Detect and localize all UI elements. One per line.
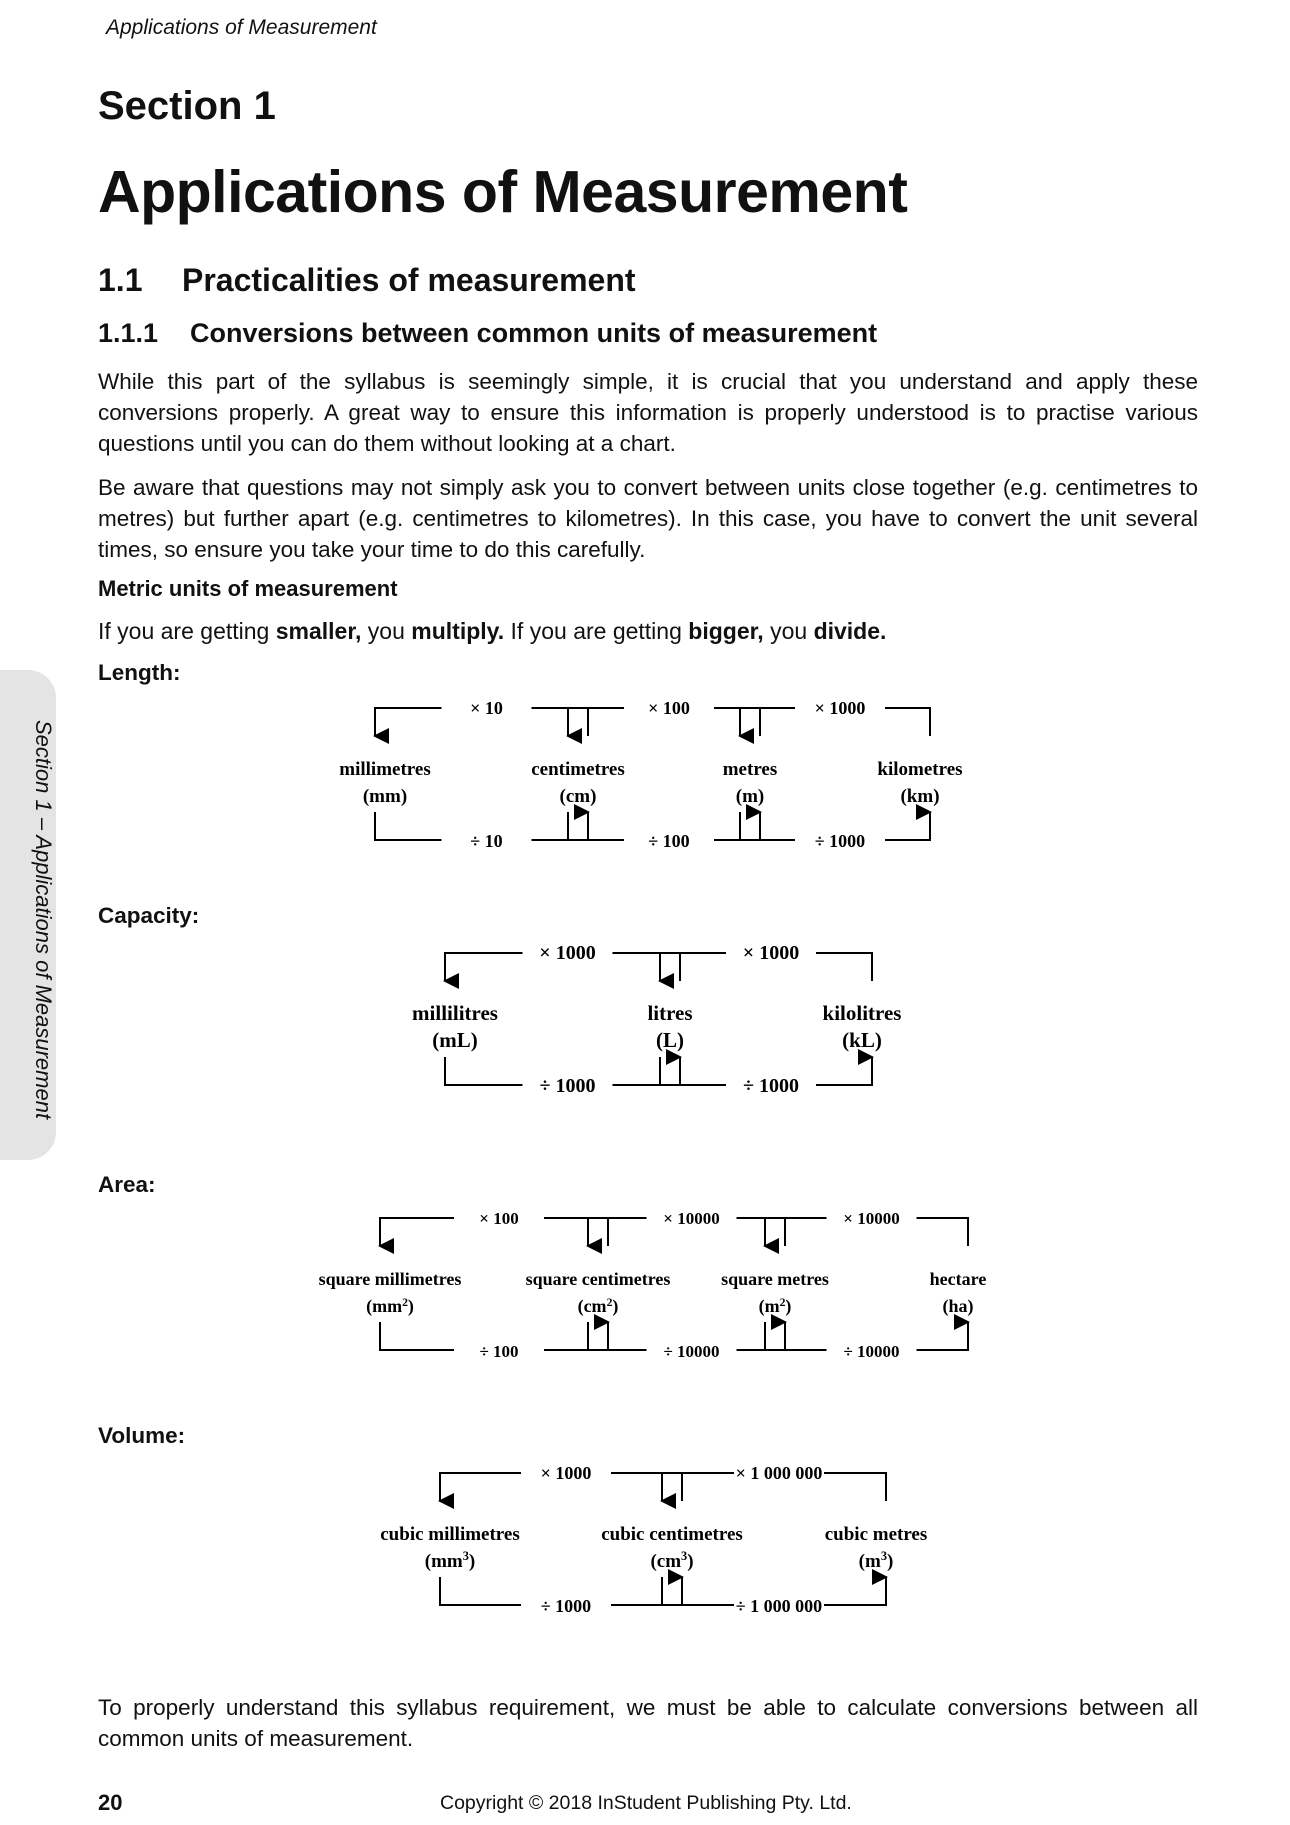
metric-heading: Metric units of measurement: [98, 576, 398, 601]
heading-1-1-number: 1.1: [98, 262, 143, 298]
unit-abbreviation: $(cm^2)$: [577, 1295, 619, 1316]
multiply-bracket-right: [917, 1218, 969, 1246]
multiply-bracket-right: [611, 1473, 682, 1501]
multiply-bracket-right: [532, 708, 589, 736]
unit-abbreviation: (ha): [942, 1296, 974, 1316]
unit-name: square metres: [721, 1269, 829, 1289]
divide-factor: ÷ 1000: [540, 1596, 592, 1616]
closing-paragraph: To properly understand this syllabus requirement, we must be able to calculate conversions between all common units of measurement.: [98, 1695, 1198, 1751]
length-conversion-diagram: [0, 690, 1290, 870]
unit-name: cubic metres: [824, 1524, 928, 1545]
divide-factor: ÷ 1000: [814, 831, 866, 851]
multiply-bracket-arrow: [380, 1218, 454, 1246]
multiply-factor: × 1000: [540, 1463, 592, 1483]
unit-abbreviation: $(cm^3)$: [650, 1549, 694, 1572]
unit-name: square millimetres: [318, 1269, 462, 1289]
multiply-bracket-right: [824, 1473, 886, 1501]
unit-name: cubic centimetres: [601, 1524, 743, 1545]
multiply-bracket-right: [816, 953, 872, 981]
capacity-label: Capacity:: [98, 903, 200, 928]
divide-bracket-arrow: [532, 812, 589, 840]
rule-text-3: If you are getting: [504, 618, 689, 644]
page-title: Applications of Measurement: [98, 159, 908, 225]
rule-text-1: If you are getting: [98, 618, 276, 644]
unit-abbreviation: $(mm^3)$: [424, 1549, 476, 1572]
heading-1-1-1: [98, 318, 877, 349]
volume-conversion-diagram: [0, 1455, 1290, 1635]
divide-bracket-arrow: [613, 1057, 681, 1085]
multiply-bracket-right: [544, 1218, 608, 1246]
rule-text-4: you: [763, 618, 814, 644]
divide-bracket-arrow: [737, 1322, 786, 1350]
divide-bracket-left: [740, 812, 795, 840]
divide-bracket-arrow: [714, 812, 760, 840]
heading-1-1-1-text: Conversions between common units of measurement: [190, 318, 878, 348]
divide-bracket-arrow: [917, 1322, 969, 1350]
unit-name: centimetres: [531, 759, 625, 780]
multiply-factor: × 10: [470, 698, 503, 718]
multiply-bracket-arrow: [765, 1218, 827, 1246]
multiply-factor: × 100: [479, 1209, 519, 1228]
unit-abbreviation: $(mm^2)$: [366, 1295, 414, 1316]
divide-factor: ÷ 100: [479, 1342, 519, 1361]
divide-bracket-arrow: [611, 1577, 682, 1605]
unit-abbreviation: $(m^3)$: [858, 1549, 894, 1572]
multiply-factor: × 1000: [742, 942, 800, 964]
divide-bracket-left: [445, 1057, 523, 1085]
multiply-factor: × 1 000 000: [735, 1463, 823, 1483]
copyright: Copyright © 2018 InStudent Publishing Pty. Ltd.: [440, 1792, 852, 1814]
multiply-bracket-right: [613, 953, 681, 981]
section-label: Section 1: [98, 84, 276, 128]
multiply-factor: × 100: [648, 698, 690, 718]
divide-factor: ÷ 1 000 000: [735, 1596, 823, 1616]
rule-divide: divide.: [813, 618, 887, 644]
divide-bracket-left: [568, 812, 624, 840]
divide-factor: ÷ 10000: [843, 1342, 900, 1361]
unit-name: square centimetres: [525, 1269, 671, 1289]
capacity-conversion-diagram: [0, 935, 1290, 1115]
divide-bracket-left: [440, 1577, 521, 1605]
divide-bracket-arrow: [885, 812, 930, 840]
multiply-bracket-right: [885, 708, 930, 736]
unit-name: cubic millimetres: [380, 1524, 520, 1545]
multiply-bracket-arrow: [445, 953, 523, 981]
divide-bracket-left: [765, 1322, 827, 1350]
multiply-bracket-arrow: [740, 708, 795, 736]
rule-smaller: smaller,: [275, 618, 362, 644]
multiply-factor: × 1000: [814, 698, 866, 718]
intro-paragraph: While this part of the syllabus is seemingly simple, it is crucial that you understand and apply these conversions properly. A great way to ensure this information is properly understood is to practise various questions until you can do them without looking at a chart.: [98, 369, 1198, 456]
multiply-factor: × 1000: [539, 942, 596, 964]
multiply-factor: × 10000: [663, 1209, 720, 1228]
divide-bracket-left: [588, 1322, 647, 1350]
divide-bracket-arrow: [816, 1057, 872, 1085]
divide-bracket-arrow: [544, 1322, 608, 1350]
unit-abbreviation: $(m^2)$: [758, 1295, 792, 1316]
volume-label: Volume:: [98, 1423, 186, 1448]
divide-bracket-arrow: [824, 1577, 886, 1605]
multiply-factor: × 10000: [843, 1209, 900, 1228]
unit-abbreviation: (km): [900, 786, 940, 807]
unit-name: litres: [647, 1001, 693, 1025]
unit-abbreviation: (m): [735, 786, 765, 807]
unit-name: hectare: [929, 1269, 987, 1289]
divide-bracket-left: [380, 1322, 454, 1350]
divide-bracket-left: [662, 1577, 734, 1605]
rule-bigger: bigger,: [688, 618, 764, 644]
rule-multiply: multiply.: [411, 618, 505, 644]
multiply-bracket-arrow: [662, 1473, 734, 1501]
unit-abbreviation: (kL): [842, 1028, 882, 1052]
unit-abbreviation: (cm): [559, 786, 597, 807]
divide-factor: ÷ 10000: [663, 1342, 720, 1361]
running-header: Applications of Measurement: [106, 16, 377, 39]
unit-name: metres: [722, 759, 778, 780]
heading-1-1: [98, 262, 636, 299]
page-number: 20: [98, 1790, 123, 1815]
divide-bracket-left: [660, 1057, 726, 1085]
unit-abbreviation: (mL): [432, 1028, 478, 1052]
unit-name: kilolitres: [822, 1001, 902, 1025]
unit-name: millilitres: [412, 1001, 498, 1025]
length-label: Length:: [98, 660, 181, 685]
side-tab-label: Section 1 – Applications of Measurement: [31, 720, 56, 1120]
heading-1-1-text: Practicalities of measurement: [182, 262, 636, 298]
multiply-bracket-arrow: [375, 708, 442, 736]
divide-factor: ÷ 1000: [539, 1075, 596, 1097]
advice-paragraph: Be aware that questions may not simply ask you to convert between units close together (e.g. centimetres to metres) but further apart (e.g. centimetres to kilometres). In this case, you have to convert the unit several times, so ensure you take your time to do this carefully.: [98, 475, 1198, 562]
multiply-bracket-arrow: [588, 1218, 647, 1246]
rule-text-2: you: [361, 618, 412, 644]
unit-abbreviation: (L): [656, 1028, 684, 1052]
multiply-bracket-arrow: [660, 953, 726, 981]
divide-factor: ÷ 1000: [743, 1075, 799, 1097]
multiply-bracket-arrow: [440, 1473, 521, 1501]
area-conversion-diagram: [0, 1200, 1290, 1380]
multiply-bracket-right: [737, 1218, 786, 1246]
heading-1-1-1-number: 1.1.1: [98, 318, 159, 348]
unit-abbreviation: (mm): [362, 786, 408, 807]
unit-name: millimetres: [339, 759, 431, 780]
unit-name: kilometres: [877, 759, 963, 780]
area-label: Area:: [98, 1172, 156, 1197]
divide-bracket-left: [375, 812, 442, 840]
multiply-bracket-right: [714, 708, 760, 736]
divide-factor: ÷ 10: [470, 831, 503, 851]
divide-factor: ÷ 100: [648, 831, 690, 851]
multiply-bracket-arrow: [568, 708, 624, 736]
conversion-rule: [98, 618, 886, 645]
